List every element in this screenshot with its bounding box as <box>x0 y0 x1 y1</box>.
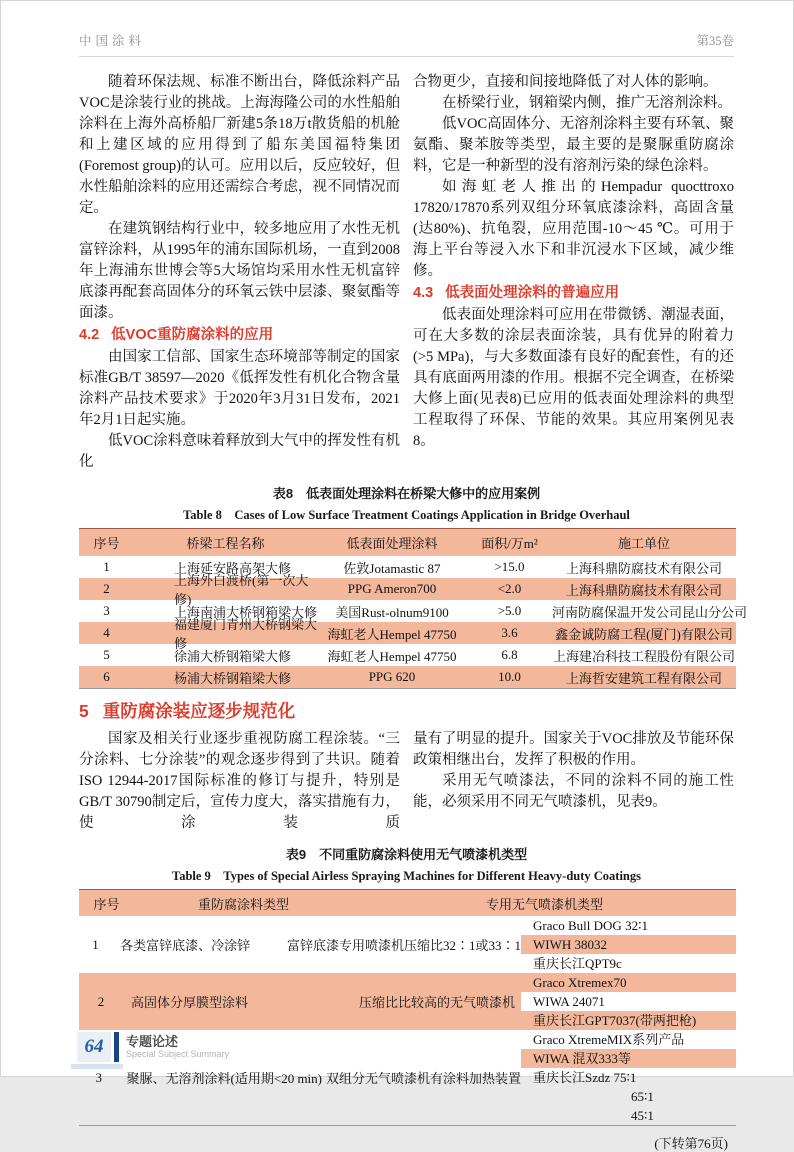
table8-caption-zh: 表8 低表面处理涂料在桥梁大修中的应用案例 <box>272 486 541 501</box>
cell-index: 3 <box>95 1069 103 1085</box>
table8 <box>79 528 748 689</box>
table-row <box>79 916 736 973</box>
cell-coating: 海虹老人Hempel 47750 <box>327 648 457 664</box>
table8-caption-en: Table 8 Cases of Low Surface Treatment Coatings Application in Bridge Overhaul <box>183 508 630 522</box>
cell-contractor: 上海哲安建筑工程有限公司 <box>565 670 722 686</box>
page-number-badge <box>77 1032 111 1062</box>
section-number: 4.3 <box>413 285 434 301</box>
cell-coating: 海虹老人Hempel 47750 <box>327 626 457 642</box>
machine-item: 重庆长江QPT9c <box>533 956 622 971</box>
machine-item: 65∶1 <box>631 1089 654 1104</box>
column-header: 专用无气喷漆机类型 <box>485 896 603 912</box>
machine-item: Graco XtremeMIX系列产品 <box>533 1032 685 1047</box>
cell-coating-type: 高固体分厚膜型涂料 <box>131 995 249 1010</box>
machine-list <box>521 973 736 1030</box>
cell-index: 3 <box>103 603 110 618</box>
cell-project: 上海外白渡桥(第一次大修) <box>174 573 309 607</box>
table9-caption-en: Table 9 Types of Special Airless Spraying Machines for Different Heavy-duty Coatings <box>172 869 641 883</box>
cell-index: 1 <box>103 559 110 574</box>
section-heading-4-3 <box>413 283 734 304</box>
running-head <box>79 31 734 57</box>
cell-coating-type: 聚脲、无溶剂涂料(适用期<20 min) <box>126 1071 322 1086</box>
page-footer <box>77 1032 229 1062</box>
table-row <box>79 973 736 1030</box>
right-column <box>413 72 734 473</box>
table9 <box>79 889 736 1126</box>
cell-contractor: 河南防腐保温开发公司昆山分公司 <box>552 604 748 620</box>
cell-project: 上海延安路高架大修 <box>174 560 292 576</box>
cell-contractor: 上海科鼎防腐技术有限公司 <box>565 582 722 598</box>
section-heading-5 <box>79 699 734 723</box>
paragraph: 采用无气喷漆法，不同的涂料不同的施工性能，必须采用不同无气喷漆机，见表9。 <box>413 773 734 810</box>
cell-project: 上海南浦大桥钢箱梁大修 <box>174 604 318 620</box>
paragraph: 如海虹老人推出的Hempadur quocttroxo 17820/17870系列双组分环氧底漆涂料，高固含量(达80%)、抗龟裂，应用范围-10～45 ℃。可用于海上平台等浸入水下和非沉浸水下区域，减少维修。 <box>413 179 734 279</box>
section-number: 5 <box>79 701 89 721</box>
machine-item: WIWH 38032 <box>521 935 736 954</box>
paragraph: 低VOC涂料意味着释放到大气中的挥发性有机化 <box>79 433 400 470</box>
footer-section-zh: 专题论述 <box>126 1034 179 1049</box>
cell-index: 1 <box>92 936 99 952</box>
machine-item: 重庆长江Szdz 75∶1 <box>533 1070 637 1085</box>
cell-index: 4 <box>103 625 110 640</box>
cell-project: 杨浦大桥钢箱梁大修 <box>174 670 292 686</box>
cell-area: >5.0 <box>497 603 522 618</box>
volume-label: 第35卷 <box>696 34 734 48</box>
cell-machine-spec: 压缩比比较高的无气喷漆机 <box>358 995 515 1010</box>
column-header: 桥梁工程名称 <box>186 536 265 551</box>
section-heading-4-2 <box>79 325 400 346</box>
column-header: 序号 <box>93 896 120 912</box>
section-title: 重防腐涂装应逐步规范化 <box>102 701 296 721</box>
paragraph: 随着环保法规、标准不断出台，降低涂料产品VOC是涂装行业的挑战。上海海隆公司的水性船舶涂料在上海外高桥船厂新建5条18万t散货船的机舱和上建区域的应用得到了船东美国福特集团(Foremost group)的认可。应用以后，反应较好，但水性船舶涂料的应用还需综合考虑，视不同情况而定。 <box>79 74 400 216</box>
cell-area: >15.0 <box>494 559 525 574</box>
coating-type-cell <box>79 916 521 973</box>
footer-section-en: Special Subject Summary <box>126 1049 230 1059</box>
continuation-note: (下转第76页) <box>654 1136 728 1151</box>
table-row <box>79 666 736 688</box>
paragraph: 在桥梁行业，钢箱梁内侧，推广无溶剂涂料。 <box>442 95 732 111</box>
cell-contractor: 上海科鼎防腐技术有限公司 <box>565 560 722 576</box>
paragraph: 由国家工信部、国家生态环境部等制定的国家标准GB/T 38597—2020《低挥发性有机化合物含量涂料产品技术要求》于2020年3月31日发布，2021年2月1日起实施。 <box>79 349 400 428</box>
cell-area: <2.0 <box>497 581 522 596</box>
table8-header-row <box>79 529 736 556</box>
footer-section-labels <box>126 1034 229 1060</box>
cell-coating: 美国Rust-olnum9100 <box>335 604 449 620</box>
cell-machine-spec: 富锌底漆专用喷漆机压缩比32∶1或33∶1 <box>286 938 521 953</box>
cell-index: 2 <box>103 581 110 596</box>
section-number: 4.2 <box>79 327 100 343</box>
paragraph: 合物更少，直接和间接地降低了对人体的影响。 <box>413 74 718 90</box>
cell-area: 10.0 <box>498 669 521 684</box>
cell-coating: PPG Ameron700 <box>347 581 437 596</box>
paragraph: 量有了明显的提升。国家关于VOC排放及节能环保政策相继出台，发挥了积极的作用。 <box>413 731 734 768</box>
cell-area: 6.8 <box>501 647 518 662</box>
cell-contractor: 上海建冶科技工程股份有限公司 <box>552 648 735 664</box>
machine-item: 重庆长江GPT7037(带两把枪) <box>521 1011 736 1030</box>
cell-coating-type: 各类富锌底漆、冷涂锌 <box>120 938 251 953</box>
section-title: 低VOC重防腐涂料的应用 <box>111 327 274 343</box>
machine-item: WIWA 24071 <box>533 994 605 1009</box>
table-row <box>79 573 736 607</box>
left-column <box>79 729 400 834</box>
body-columns-top <box>79 72 734 473</box>
table9-caption-zh: 表9 不同重防腐涂料使用无气喷漆机类型 <box>285 847 528 862</box>
cell-coating: PPG 620 <box>368 669 416 684</box>
cell-index: 5 <box>103 647 110 662</box>
paragraph: 在建筑钢结构行业中，较多地应用了水性无机富锌涂料，从1995年的浦东国际机场，一直到2008年上海浦东世博会等5大场馆均采用水性无机富锌底漆再配套高固体分的环氧云铁中层漆、聚氨酯等面漆。 <box>79 221 400 321</box>
cell-project: 徐浦大桥钢箱梁大修 <box>174 648 292 664</box>
machine-item: WIWA 混双333等 <box>521 1049 736 1068</box>
machine-item: Graco Xtremex70 <box>521 973 736 992</box>
cell-machine-spec: 双组分无气喷漆机有涂料加热装置 <box>325 1071 521 1086</box>
table-row <box>79 617 736 651</box>
cell-coating: 佐敦Jotamastic 87 <box>343 560 441 576</box>
cell-area: 3.6 <box>501 625 518 640</box>
cell-index: 2 <box>97 993 105 1009</box>
right-column <box>413 729 734 834</box>
section-title: 低表面处理涂料的普遍应用 <box>445 285 620 301</box>
paragraph: 低表面处理涂料可应用在带微锈、潮湿表面，可在大多数的涂层表面涂装，具有优异的附着力(>5 MPa)，与大多数面漆有良好的配套性，有的还具有底面两用漆的作用。根据不完全调查，在桥梁大修上面(见表8)已应用的低表面处理涂料的典型工程取得了环保、节能的效果。其应用案例见表8。 <box>413 307 734 449</box>
left-column <box>79 72 400 473</box>
page-number: 64 <box>84 1036 104 1057</box>
machine-item: Graco Bull DOG 32∶1 <box>533 918 648 933</box>
machine-item: 45∶1 <box>631 1108 654 1123</box>
cell-project: 福建厦门青州大桥钢梁大修 <box>174 617 318 651</box>
machine-list <box>521 916 736 973</box>
table-row <box>79 644 736 666</box>
column-header: 低表面处理涂料 <box>346 536 438 551</box>
column-header: 施工单位 <box>617 536 670 551</box>
paragraph: 低VOC高固体分、无溶剂涂料主要有环氧、聚氨酯、聚苯胺等类型，最主要的是聚脲重防腐涂料，它是一种新型的没有溶剂污染的绿色涂料。 <box>413 116 734 174</box>
footer-divider-bar <box>114 1032 119 1062</box>
cell-contractor: 鑫金诚防腐工程(厦门)有限公司 <box>555 626 733 642</box>
body-columns-s5 <box>79 729 734 834</box>
paragraph: 国家及相关行业逐步重视防腐工程涂装。“三分涂料、七分涂装”的观念逐步得到了共识。随着ISO 12944-2017国际标准的修订与提升，特别是GB/T 30790制定后，宣传力度大，落实措施有力，使涂装质 <box>79 731 400 831</box>
column-header: 序号 <box>93 536 120 551</box>
column-header: 重防腐涂料类型 <box>197 896 289 912</box>
machine-list <box>521 1030 736 1125</box>
cell-index: 6 <box>103 669 110 684</box>
coating-type-cell <box>79 973 521 1030</box>
column-header: 面积/万m² <box>481 536 538 551</box>
journal-name: 中国涂料 <box>79 34 146 48</box>
table9-header-row <box>79 890 736 916</box>
